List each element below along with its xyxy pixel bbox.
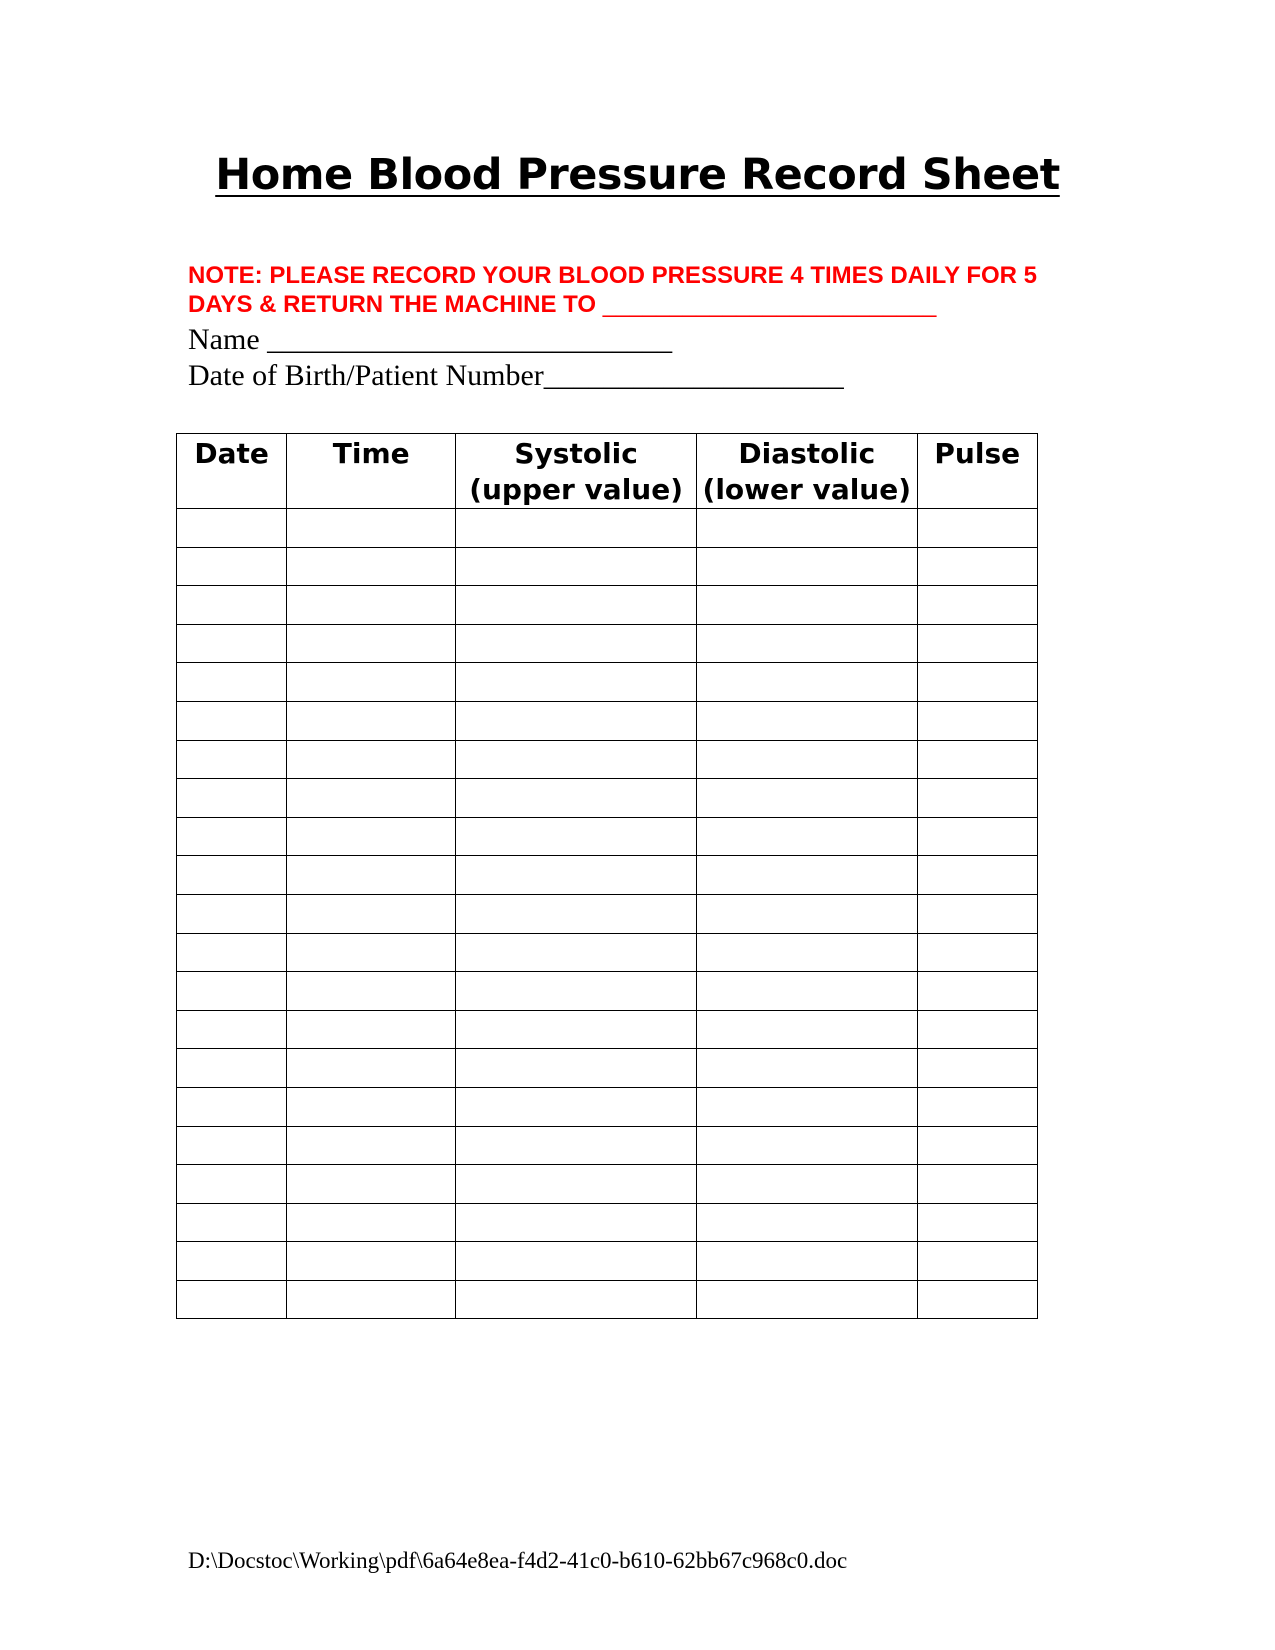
cell-time[interactable]	[287, 547, 456, 586]
cell-date[interactable]	[177, 1010, 287, 1049]
cell-date[interactable]	[177, 586, 287, 625]
header-systolic-label: Systolic	[514, 437, 638, 470]
cell-diastolic[interactable]	[697, 1203, 918, 1242]
cell-diastolic[interactable]	[697, 1165, 918, 1204]
cell-systolic[interactable]	[456, 1165, 697, 1204]
cell-time[interactable]	[287, 701, 456, 740]
cell-date[interactable]	[177, 779, 287, 818]
cell-diastolic[interactable]	[697, 972, 918, 1011]
cell-systolic[interactable]	[456, 1126, 697, 1165]
cell-diastolic[interactable]	[697, 894, 918, 933]
table-row	[177, 856, 1038, 895]
cell-time[interactable]	[287, 972, 456, 1011]
cell-systolic[interactable]	[456, 817, 697, 856]
cell-pulse[interactable]	[917, 1280, 1037, 1319]
cell-pulse[interactable]	[917, 1203, 1037, 1242]
cell-pulse[interactable]	[917, 1049, 1037, 1088]
cell-systolic[interactable]	[456, 547, 697, 586]
cell-systolic[interactable]	[456, 624, 697, 663]
table-row	[177, 1087, 1038, 1126]
cell-diastolic[interactable]	[697, 509, 918, 548]
cell-pulse[interactable]	[917, 740, 1037, 779]
cell-time[interactable]	[287, 663, 456, 702]
return-to-blank: _________________________	[602, 291, 937, 318]
cell-pulse[interactable]	[917, 856, 1037, 895]
cell-date[interactable]	[177, 1242, 287, 1281]
cell-diastolic[interactable]	[697, 779, 918, 818]
table-row	[177, 663, 1038, 702]
cell-time[interactable]	[287, 1280, 456, 1319]
cell-date[interactable]	[177, 547, 287, 586]
instruction-note	[188, 261, 1088, 319]
table-row	[177, 779, 1038, 818]
table-row	[177, 509, 1038, 548]
cell-date[interactable]	[177, 509, 287, 548]
cell-time[interactable]	[287, 586, 456, 625]
cell-date[interactable]	[177, 817, 287, 856]
table-row	[177, 1280, 1038, 1319]
cell-systolic[interactable]	[456, 972, 697, 1011]
cell-pulse[interactable]	[917, 1087, 1037, 1126]
cell-diastolic[interactable]	[697, 1242, 918, 1281]
cell-time[interactable]	[287, 624, 456, 663]
cell-time[interactable]	[287, 1242, 456, 1281]
cell-time[interactable]	[287, 856, 456, 895]
cell-diastolic[interactable]	[697, 1049, 918, 1088]
cell-systolic[interactable]	[456, 509, 697, 548]
cell-systolic[interactable]	[456, 586, 697, 625]
cell-time[interactable]	[287, 1010, 456, 1049]
header-pulse: Pulse	[917, 434, 1037, 509]
cell-diastolic[interactable]	[697, 817, 918, 856]
cell-pulse[interactable]	[917, 972, 1037, 1011]
cell-date[interactable]	[177, 740, 287, 779]
cell-time[interactable]	[287, 1165, 456, 1204]
cell-diastolic[interactable]	[697, 740, 918, 779]
cell-date[interactable]	[177, 1049, 287, 1088]
cell-date[interactable]	[177, 701, 287, 740]
note-line-2-text: DAYS & RETURN THE MACHINE TO	[188, 291, 603, 318]
cell-date[interactable]	[177, 1165, 287, 1204]
cell-date[interactable]	[177, 894, 287, 933]
table-row	[177, 701, 1038, 740]
cell-date[interactable]	[177, 856, 287, 895]
header-systolic	[456, 434, 697, 509]
dob-patient-number-field: Date of Birth/Patient Number____________________	[188, 359, 844, 392]
cell-systolic[interactable]	[456, 1010, 697, 1049]
page-title: Home Blood Pressure Record Sheet	[215, 150, 1060, 200]
header-diastolic-sublabel: (lower value)	[702, 473, 912, 506]
cell-pulse[interactable]	[917, 817, 1037, 856]
table-row	[177, 1126, 1038, 1165]
cell-time[interactable]	[287, 740, 456, 779]
cell-pulse[interactable]	[917, 779, 1037, 818]
cell-systolic[interactable]	[456, 1087, 697, 1126]
cell-diastolic[interactable]	[697, 586, 918, 625]
cell-date[interactable]	[177, 1126, 287, 1165]
cell-systolic[interactable]	[456, 1203, 697, 1242]
cell-date[interactable]	[177, 663, 287, 702]
table-row	[177, 740, 1038, 779]
cell-systolic[interactable]	[456, 1280, 697, 1319]
cell-diastolic[interactable]	[697, 856, 918, 895]
cell-diastolic[interactable]	[697, 663, 918, 702]
cell-time[interactable]	[287, 894, 456, 933]
table-row	[177, 1242, 1038, 1281]
table-row	[177, 547, 1038, 586]
table-row	[177, 1049, 1038, 1088]
cell-time[interactable]	[287, 1203, 456, 1242]
cell-systolic[interactable]	[456, 856, 697, 895]
table-row	[177, 1203, 1038, 1242]
cell-time[interactable]	[287, 779, 456, 818]
table-header-row	[177, 434, 1038, 509]
header-date: Date	[177, 434, 287, 509]
cell-diastolic[interactable]	[697, 933, 918, 972]
table-row	[177, 586, 1038, 625]
cell-systolic[interactable]	[456, 933, 697, 972]
cell-date[interactable]	[177, 972, 287, 1011]
cell-pulse[interactable]	[917, 547, 1037, 586]
cell-diastolic[interactable]	[697, 701, 918, 740]
header-diastolic	[697, 434, 918, 509]
cell-time[interactable]	[287, 1126, 456, 1165]
note-line-2	[188, 290, 1088, 319]
table-row	[177, 1165, 1038, 1204]
cell-diastolic[interactable]	[697, 624, 918, 663]
cell-pulse[interactable]	[917, 1165, 1037, 1204]
cell-date[interactable]	[177, 1280, 287, 1319]
cell-pulse[interactable]	[917, 701, 1037, 740]
cell-date[interactable]	[177, 624, 287, 663]
cell-pulse[interactable]	[917, 509, 1037, 548]
cell-date[interactable]	[177, 933, 287, 972]
cell-diastolic[interactable]	[697, 1280, 918, 1319]
cell-date[interactable]	[177, 1087, 287, 1126]
cell-time[interactable]	[287, 1049, 456, 1088]
cell-pulse[interactable]	[917, 1126, 1037, 1165]
cell-diastolic[interactable]	[697, 1010, 918, 1049]
header-systolic-sublabel: (upper value)	[469, 473, 684, 506]
cell-pulse[interactable]	[917, 1010, 1037, 1049]
name-field: Name ___________________________	[188, 323, 673, 356]
cell-pulse[interactable]	[917, 894, 1037, 933]
cell-pulse[interactable]	[917, 933, 1037, 972]
cell-systolic[interactable]	[456, 663, 697, 702]
cell-pulse[interactable]	[917, 1242, 1037, 1281]
cell-time[interactable]	[287, 509, 456, 548]
table-row	[177, 933, 1038, 972]
cell-systolic[interactable]	[456, 1049, 697, 1088]
header-diastolic-label: Diastolic	[738, 437, 876, 470]
cell-time[interactable]	[287, 1087, 456, 1126]
cell-time[interactable]	[287, 933, 456, 972]
table-row	[177, 972, 1038, 1011]
cell-time[interactable]	[287, 817, 456, 856]
table-body	[177, 509, 1038, 1319]
cell-diastolic[interactable]	[697, 1087, 918, 1126]
cell-pulse[interactable]	[917, 624, 1037, 663]
cell-pulse[interactable]	[917, 586, 1037, 625]
header-time: Time	[287, 434, 456, 509]
cell-systolic[interactable]	[456, 1242, 697, 1281]
cell-diastolic[interactable]	[697, 547, 918, 586]
cell-systolic[interactable]	[456, 740, 697, 779]
file-path-footer: D:\Docstoc\Working\pdf\6a64e8ea-f4d2-41c0-b610-62bb67c968c0.doc	[188, 1548, 848, 1573]
table-row	[177, 894, 1038, 933]
cell-systolic[interactable]	[456, 894, 697, 933]
cell-diastolic[interactable]	[697, 1126, 918, 1165]
table-row	[177, 624, 1038, 663]
note-line-1: NOTE: PLEASE RECORD YOUR BLOOD PRESSURE 4 TIMES DAILY FOR 5	[188, 262, 1038, 289]
cell-systolic[interactable]	[456, 701, 697, 740]
cell-systolic[interactable]	[456, 779, 697, 818]
table-row	[177, 1010, 1038, 1049]
blood-pressure-table	[176, 433, 1038, 1319]
cell-date[interactable]	[177, 1203, 287, 1242]
table-row	[177, 817, 1038, 856]
cell-pulse[interactable]	[917, 663, 1037, 702]
